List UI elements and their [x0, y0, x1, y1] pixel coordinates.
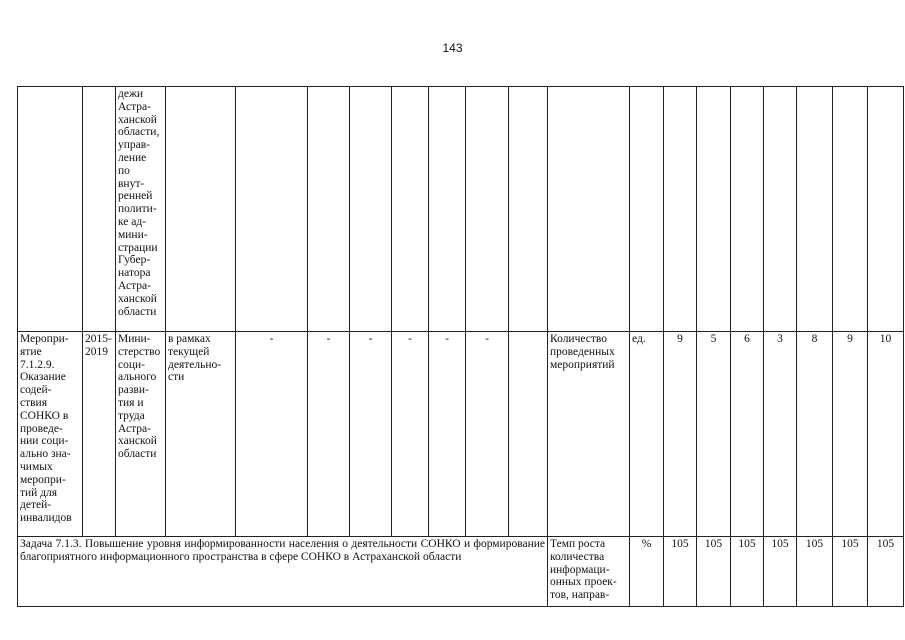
cell-measure-dash: - — [466, 332, 509, 537]
cell-measure-dash: - — [350, 332, 392, 537]
cell-line: натора — [118, 267, 151, 280]
cell-task-value: 105 — [664, 537, 697, 607]
table-row-measure — [18, 332, 904, 537]
cell-line: деятельно- — [168, 358, 222, 371]
cell-line: тий для — [20, 486, 58, 499]
cell-line: ствия — [20, 396, 48, 409]
cell-line: Астра- — [118, 100, 151, 113]
cell-name — [18, 87, 83, 332]
cell-measure-dash: - — [392, 332, 429, 537]
cell-line: ханской — [118, 435, 157, 448]
cell-task-value: 105 — [868, 537, 904, 607]
cell-measure-value: 8 — [797, 332, 833, 537]
cell-line: ханской — [118, 292, 157, 305]
cell-line: ального — [118, 371, 157, 384]
cell-task-value: 105 — [833, 537, 868, 607]
cell-value — [797, 87, 833, 332]
cell-line: Астра- — [118, 279, 151, 292]
cell-task-text: Задача 7.1.3. Повышение уровня информированности населения о деятельности СОНКО и формирование благоприятного информационного пространства в сфере СОНКО в Астраханской области — [18, 537, 548, 607]
cell-line: ятие — [20, 345, 42, 358]
cell-line: количества — [550, 550, 605, 563]
cell-line: ление — [118, 151, 147, 164]
cell-line: полити- — [118, 203, 157, 216]
cell-measure-executor — [116, 332, 166, 537]
cell-line: области — [118, 305, 157, 318]
cell-line: 2019 — [85, 345, 108, 358]
cell-period — [83, 87, 116, 332]
cell-executor — [116, 87, 166, 332]
cell-year — [392, 87, 429, 332]
cell-line: Темп роста — [550, 538, 606, 550]
cell-measure-value: 3 — [764, 332, 797, 537]
cell-measure-funding — [166, 332, 236, 537]
table-row-task — [18, 537, 904, 607]
cell-line: Мини- — [118, 333, 151, 345]
cell-line: проведенных — [550, 345, 615, 358]
cell-line: труда — [118, 409, 145, 422]
cell-measure-value: 9 — [833, 332, 868, 537]
cell-measure-indicator — [548, 332, 630, 537]
cell-measure-dash: - — [429, 332, 466, 537]
cell-line: мероприятий — [550, 358, 615, 371]
cell-line: онных проек- — [550, 576, 617, 589]
cell-line: нии соци- — [20, 435, 69, 448]
cell-line: соци- — [118, 358, 145, 371]
cell-value — [868, 87, 904, 332]
cell-line: инвалидов — [20, 512, 72, 525]
cell-unit — [630, 87, 664, 332]
cell-line: детей- — [20, 499, 52, 512]
cell-line: ально зна- — [20, 448, 71, 461]
cell-task-value: 105 — [797, 537, 833, 607]
cell-line: тия и — [118, 396, 144, 409]
cell-line: ке ад- — [118, 215, 147, 228]
cell-line: сти — [168, 371, 185, 384]
cell-measure-value: 10 — [868, 332, 904, 537]
cell-line: 7.1.2.9. — [20, 358, 55, 371]
cell-line: текущей — [168, 345, 210, 358]
cell-value — [731, 87, 764, 332]
cell-measure-value: 9 — [664, 332, 697, 537]
cell-line: содей- — [20, 384, 52, 397]
cell-measure-period — [83, 332, 116, 537]
cell-value — [764, 87, 797, 332]
cell-line: чимых — [20, 460, 53, 473]
cell-value — [664, 87, 697, 332]
cell-line: меропри- — [20, 473, 66, 486]
cell-line: дежи — [118, 88, 144, 100]
cell-line: тов, направ- — [550, 589, 610, 602]
cell-task-value: 105 — [697, 537, 731, 607]
cell-measure-value: 5 — [697, 332, 731, 537]
cell-line: СОНКО в — [20, 409, 69, 422]
cell-line: по — [118, 164, 130, 177]
page-number: 143 — [442, 41, 463, 55]
cell-line: информаци- — [550, 563, 610, 576]
cell-funding — [166, 87, 236, 332]
cell-line: области — [118, 448, 157, 461]
cell-line: внут- — [118, 177, 145, 190]
cell-line: страции — [118, 241, 158, 254]
cell-line: Количество — [550, 333, 607, 345]
cell-line: в рамках — [168, 333, 211, 345]
cell-line: разви- — [118, 384, 149, 397]
cell-year — [466, 87, 509, 332]
cell-line: стерство — [118, 345, 161, 358]
cell-year — [509, 87, 548, 332]
cell-value — [697, 87, 731, 332]
cell-measure-dash: - — [236, 332, 308, 537]
cell-value — [833, 87, 868, 332]
cell-line: 2015- — [85, 333, 112, 345]
cell-task-value: 105 — [731, 537, 764, 607]
cell-indicator — [548, 87, 630, 332]
cell-line: Меропри- — [20, 333, 69, 345]
cell-year — [429, 87, 466, 332]
cell-line: мини- — [118, 228, 148, 241]
program-table — [17, 86, 904, 607]
cell-amount — [236, 87, 308, 332]
cell-measure-dash: - — [308, 332, 350, 537]
cell-line: ханской — [118, 113, 157, 126]
cell-task-unit: % — [630, 537, 664, 607]
cell-line: ренней — [118, 190, 153, 203]
table-row-continuation — [18, 87, 904, 332]
cell-task-indicator — [548, 537, 630, 607]
cell-task-value: 105 — [764, 537, 797, 607]
cell-line: Астра- — [118, 422, 151, 435]
cell-line: проведе- — [20, 422, 63, 435]
cell-line: области, — [118, 126, 160, 139]
cell-measure-value: 6 — [731, 332, 764, 537]
cell-measure-name — [18, 332, 83, 537]
cell-year — [350, 87, 392, 332]
cell-measure-unit: ед. — [630, 332, 664, 537]
cell-measure-empty — [509, 332, 548, 537]
cell-year — [308, 87, 350, 332]
cell-line: управ- — [118, 139, 151, 152]
cell-line: Оказание — [20, 371, 66, 384]
cell-line: Губер- — [118, 254, 151, 267]
